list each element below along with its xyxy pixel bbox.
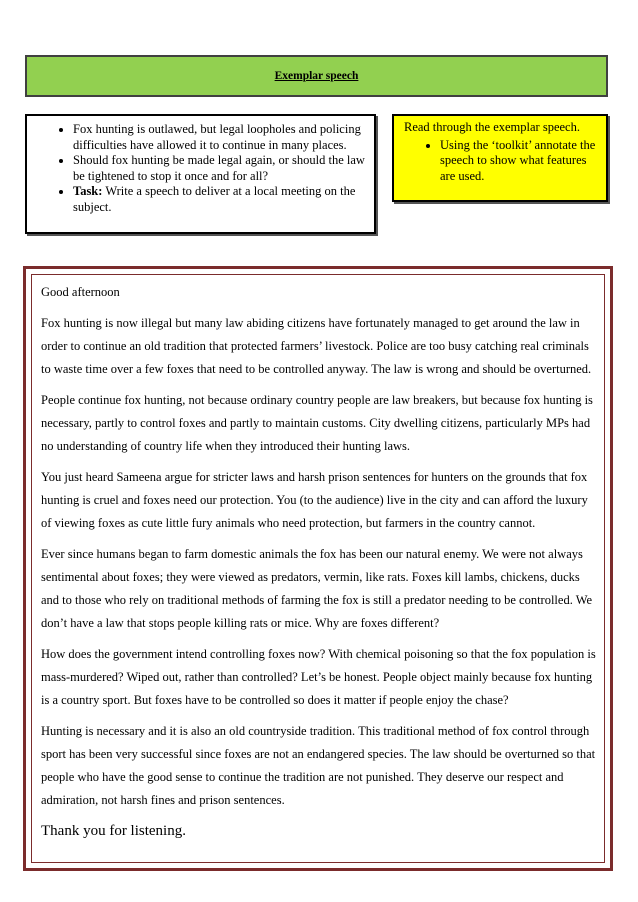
header-banner [25,55,608,97]
instructions-main: Read through the exemplar speech. [404,120,580,134]
speech-paragraph: Hunting is necessary and it is also an old countryside tradition. This traditional method of fox control through sport has been very successful since foxes are not an endangered species. The law should be overturned so that people who have the good sense to continue the tradition are not punished. They deserve our respect and admiration, not harsh fines and prison sentences. [41,724,596,807]
speech-paragraph: Fox hunting is now illegal but many law abiding citizens have fortunately managed to get around the law in order to continue an old tradition that protected farmers’ livestock. Police are too busy catching real criminals to waste time over a few foxes that need to be controlled anyway. The law is wrong and should be overturned. [41,316,592,376]
instructions-bullet: • Using the ‘toolkit’ annotate the speech to show what features are used. [440,138,596,185]
speech-greeting: Good afternoon [41,285,120,299]
speech-text [41,281,596,851]
speech-paragraph: You just heard Sameena argue for stricter laws and harsh prison sentences for hunters on the grounds that fox hunting is cruel and foxes need our protection. You (to the audience) live in the city and can afford the luxury of viewing foxes as cute little fury animals who need protection, but farmers in the country cannot. [41,470,588,530]
task-bullet-3 [73,184,366,215]
page-title: Exemplar speech [274,70,359,82]
task-bullet-2: • Should fox hunting be made legal again, or should the law be tightened to stop it once and for all? [73,153,366,184]
task-bullet-1: • Fox hunting is outlawed, but legal loopholes and policing difficulties have allowed it to continue in many places. [73,122,366,153]
speech-paragraph: Ever since humans began to farm domestic animals the fox has been our natural enemy. We were not always sentimental about foxes; they were viewed as predators, vermin, like rats. Foxes kill lambs, chickens, ducks and to those who rely on traditional methods of farming the fox is still a predator needing to be controlled. We don’t have a law that stops people killing rats or mice. Why are foxes different? [41,547,593,630]
speech-paragraph: How does the government intend controlling foxes now? With chemical poisoning so that the fox population is mass-murdered? Wiped out, rather than controlled? Let’s be honest. People object mainly because fox hunting is a country sport. But foxes have to be controlled so does it matter if people enjoy the chase? [41,647,596,707]
instructions-box [392,114,608,202]
task-text: Write a speech to deliver at a local meeting on the subject. [73,184,356,214]
speech-paragraph: People continue fox hunting, not because ordinary country people are law breakers, but because fox hunting is necessary, partly to control foxes and partly to maintain customs. City dwelling citizens, particularly MPs had no understanding of country life when they introduced their hunting laws. [41,393,593,453]
speech-closing: Thank you for listening. [41,823,186,839]
task-list [27,116,374,215]
task-box [25,114,376,234]
task-label: Task: [73,184,103,198]
instructions-list [394,138,606,185]
